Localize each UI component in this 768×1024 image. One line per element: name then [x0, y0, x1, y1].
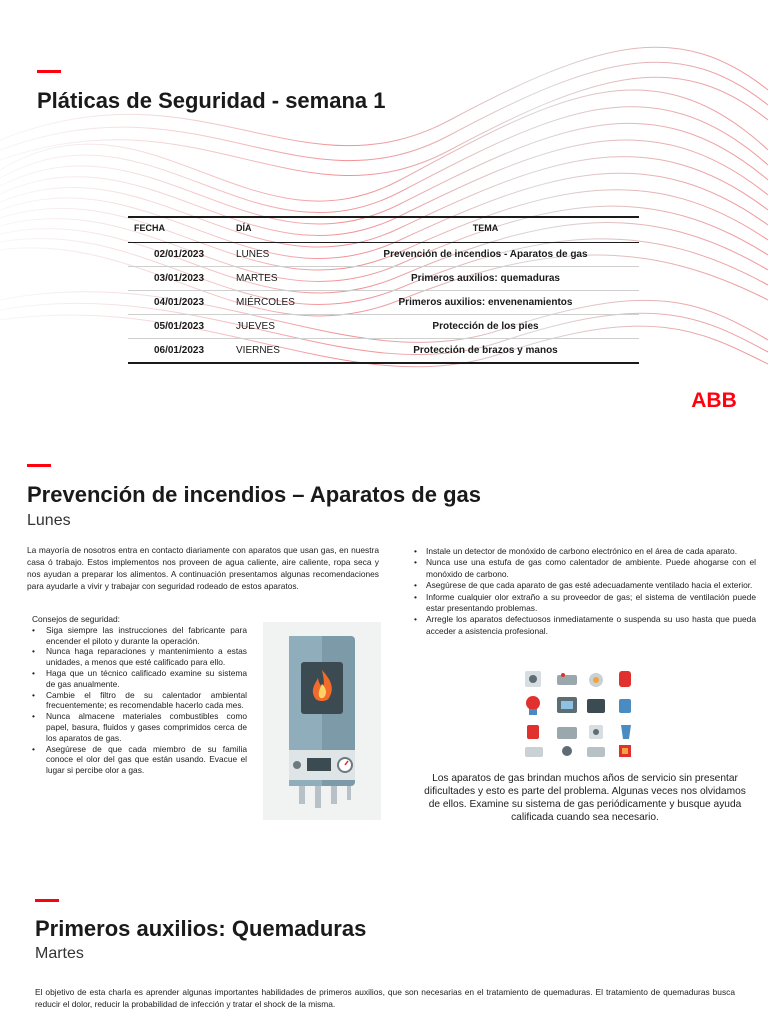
- abb-logo: [690, 388, 738, 410]
- list-item: • Asegúrese de que cada aparato de gas esté adecuadamente ventilado hacia el exterior.: [426, 580, 756, 591]
- table-row: [128, 267, 639, 291]
- list-item: • Nunca use una estufa de gas como calentador de ambiente. Puede ahogarse con el monóxido de carbono.: [426, 557, 756, 580]
- list-item: • Arregle los aparatos defectuosos inmediatamente o suspenda su uso hasta que pueda acceder a asistencia profesional.: [426, 614, 756, 637]
- cell-fecha: 02/01/2023: [128, 243, 230, 267]
- gas-heater-illustration: [263, 622, 381, 820]
- consejos-section: [32, 614, 247, 776]
- slide-schedule: [0, 0, 768, 420]
- body-paragraph: El objetivo de esta charla es aprender algunas importantes habilidades de primeros auxilios, que son necesarias en el tratamiento de quemaduras. El tratamiento de quemaduras busca reducir el dolor, reducir la probabilidad de infección y tratar el shock de la misma.: [35, 987, 735, 1009]
- cell-dia: MARTES: [230, 267, 332, 291]
- list-item: • Nunca haga reparaciones y mantenimiento a estas unidades, a menos que esté calificado para ello.: [46, 646, 247, 668]
- closing-paragraph: Los aparatos de gas brindan muchos años de servicio sin presentar dificultades y esto es parte del problema. Algunas veces nos olvidamos de ellos. Examine su sistema de gas periódicamente y busque ayuda calificada cuando sea necesario.: [424, 773, 746, 823]
- list-item: • Informe cualquier olor extraño a su proveedor de gas; el sistema de ventilación puede estar presentando problemas.: [426, 592, 756, 615]
- recomendaciones-section: [414, 546, 756, 637]
- header-fecha: FECHA: [128, 217, 230, 243]
- cell-fecha: 06/01/2023: [128, 339, 230, 364]
- cell-fecha: 04/01/2023: [128, 291, 230, 315]
- cell-fecha: 05/01/2023: [128, 315, 230, 339]
- accent-dash: [37, 70, 61, 73]
- list-item: • Asegúrese de que cada miembro de su familia conoce el olor del gas que están usando. Evacue el lugar si percibe olor a gas.: [46, 744, 247, 776]
- table-header-row: [128, 217, 639, 243]
- cell-dia: JUEVES: [230, 315, 332, 339]
- list-item: • Cambie el filtro de su calentador ambiental frecuentemente; es recomendable hacerlo cada mes.: [46, 690, 247, 712]
- appliance-icon-row-2: [526, 696, 631, 715]
- cell-tema: Prevención de incendios - Aparatos de gas: [332, 243, 639, 267]
- table-row: [128, 291, 639, 315]
- slide-subtitle: Lunes: [27, 512, 71, 529]
- cell-tema: Primeros auxilios: quemaduras: [332, 267, 639, 291]
- list-item: • Instale un detector de monóxido de carbono electrónico en el área de cada aparato.: [426, 546, 756, 557]
- cell-dia: MIÉRCOLES: [230, 291, 332, 315]
- cell-tema: Primeros auxilios: envenenamientos: [332, 291, 639, 315]
- slide-title: Prevención de incendios – Aparatos de gas: [27, 482, 481, 507]
- appliance-icon-row-1: [525, 671, 631, 687]
- slide-quemaduras: [0, 872, 768, 1024]
- recomendaciones-list: [414, 546, 756, 637]
- abb-logo-text: ABB: [691, 389, 737, 410]
- list-item: • Haga que un técnico calificado examine su sistema de gas anualmente.: [46, 668, 247, 690]
- consejos-list: [32, 625, 247, 776]
- intro-paragraph: La mayoría de nosotros entra en contacto diariamente con aparatos que usan gas, en nuestra casa ó trabajo. Estos implementos nos proveen de agua caliente, aire caliente, ropa seca y nos ayudan a preparar los alimentos. A continuación presentamos algunas recomendaciones para ayudarle a vivir y trabajar con seguridad rodeado de estos aparatos.: [27, 545, 379, 591]
- accent-dash: [27, 464, 51, 467]
- cell-tema: Protección de brazos y manos: [332, 339, 639, 364]
- slide-subtitle: Martes: [35, 945, 84, 962]
- appliance-icon-row-4: [525, 745, 631, 757]
- cell-dia: VIERNES: [230, 339, 332, 364]
- accent-dash: [35, 899, 59, 902]
- cell-fecha: 03/01/2023: [128, 267, 230, 291]
- cell-tema: Protección de los pies: [332, 315, 639, 339]
- list-item: • Nunca almacene materiales combustibles como papel, basura, fluidos y gases comprimidos cerca de los aparatos de gas.: [46, 711, 247, 743]
- slide-title: Primeros auxilios: Quemaduras: [35, 916, 367, 941]
- consejos-title: Consejos de seguridad:: [32, 614, 120, 624]
- schedule-table: [128, 216, 639, 364]
- slide-title: Pláticas de Seguridad - semana 1: [37, 88, 386, 113]
- cell-dia: LUNES: [230, 243, 332, 267]
- table-row: [128, 243, 639, 267]
- appliance-icon-row-3: [527, 725, 631, 739]
- list-item: • Siga siempre las instrucciones del fabricante para encender el piloto y durante la operación.: [46, 625, 247, 647]
- slide-prevencion-incendios: [0, 430, 768, 862]
- header-dia: DÍA: [230, 217, 332, 243]
- table-row: [128, 339, 639, 364]
- gas-appliances-icons: [523, 669, 641, 759]
- table-row: [128, 315, 639, 339]
- header-tema: TEMA: [332, 217, 639, 243]
